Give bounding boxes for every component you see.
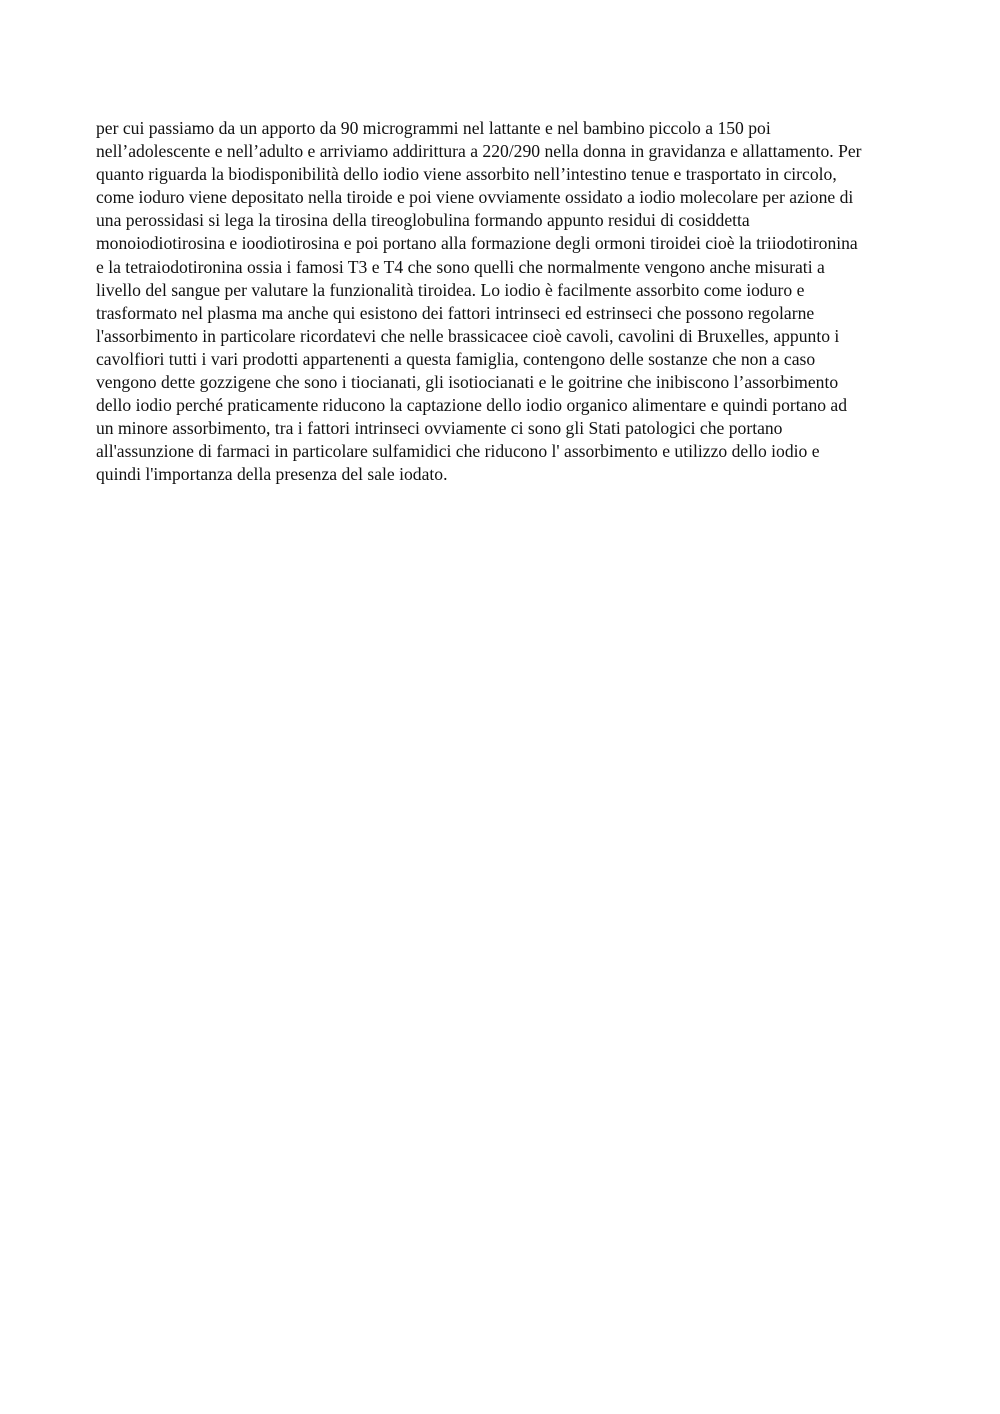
text-line: l'assorbimento in particolare ricordatevi che nelle brassicacee cioè cavoli, cavolini di Bruxelles, appunto i (96, 325, 840, 346)
text-line: come ioduro viene depositato nella tiroide e poi viene ovviamente ossidato a iodio molecolare per azione di (96, 187, 854, 208)
text-line: dello iodio perché praticamente riducono la captazione dello iodio organico alimentare e quindi portano ad (96, 395, 848, 416)
text-line: livello del sangue per valutare la funzionalità tiroidea. Lo iodio è facilmente assorbito come ioduro e (96, 279, 805, 300)
text-line: una perossidasi si lega la tirosina della tireoglobulina formando appunto residui di cosiddetta (96, 210, 750, 231)
body-paragraph (96, 117, 916, 487)
text-line: monoiodiotirosina e ioodiotirosina e poi portano alla formazione degli ormoni tiroidei cioè la triiodotironina (96, 233, 858, 254)
text-line: per cui passiamo da un apporto da 90 microgrammi nel lattante e nel bambino piccolo a 150 poi (96, 118, 771, 138)
text-line: vengono dette gozzigene che sono i tiocianati, gli isotiocianati e le goitrine che inibiscono l’assorbimento (96, 372, 839, 393)
text-line: e la tetraiodotironina ossia i famosi T3 e T4 che sono quelli che normalmente vengono anche misurati a (96, 256, 825, 277)
text-line: nell’adolescente e nell’adulto e arriviamo addirittura a 220/290 nella donna in gravidanza e allattamento. Per (96, 141, 862, 162)
text-line: all'assunzione di farmaci in particolare sulfamidici che riducono l' assorbimento e utilizzo dello iodio e (96, 441, 820, 462)
text-line: un minore assorbimento, tra i fattori intrinseci ovviamente ci sono gli Stati patologici che portano (96, 418, 783, 439)
text-line: trasformato nel plasma ma anche qui esistono dei fattori intrinseci ed estrinseci che possono regolarne (96, 302, 815, 323)
text-line: quanto riguarda la biodisponibilità dello iodio viene assorbito nell’intestino tenue e trasportato in circolo, (96, 164, 837, 185)
text-line: quindi l'importanza della presenza del sale iodato. (96, 464, 448, 485)
text-line: cavolfiori tutti i vari prodotti appartenenti a questa famiglia, contengono delle sostanze che non a caso (96, 348, 816, 369)
